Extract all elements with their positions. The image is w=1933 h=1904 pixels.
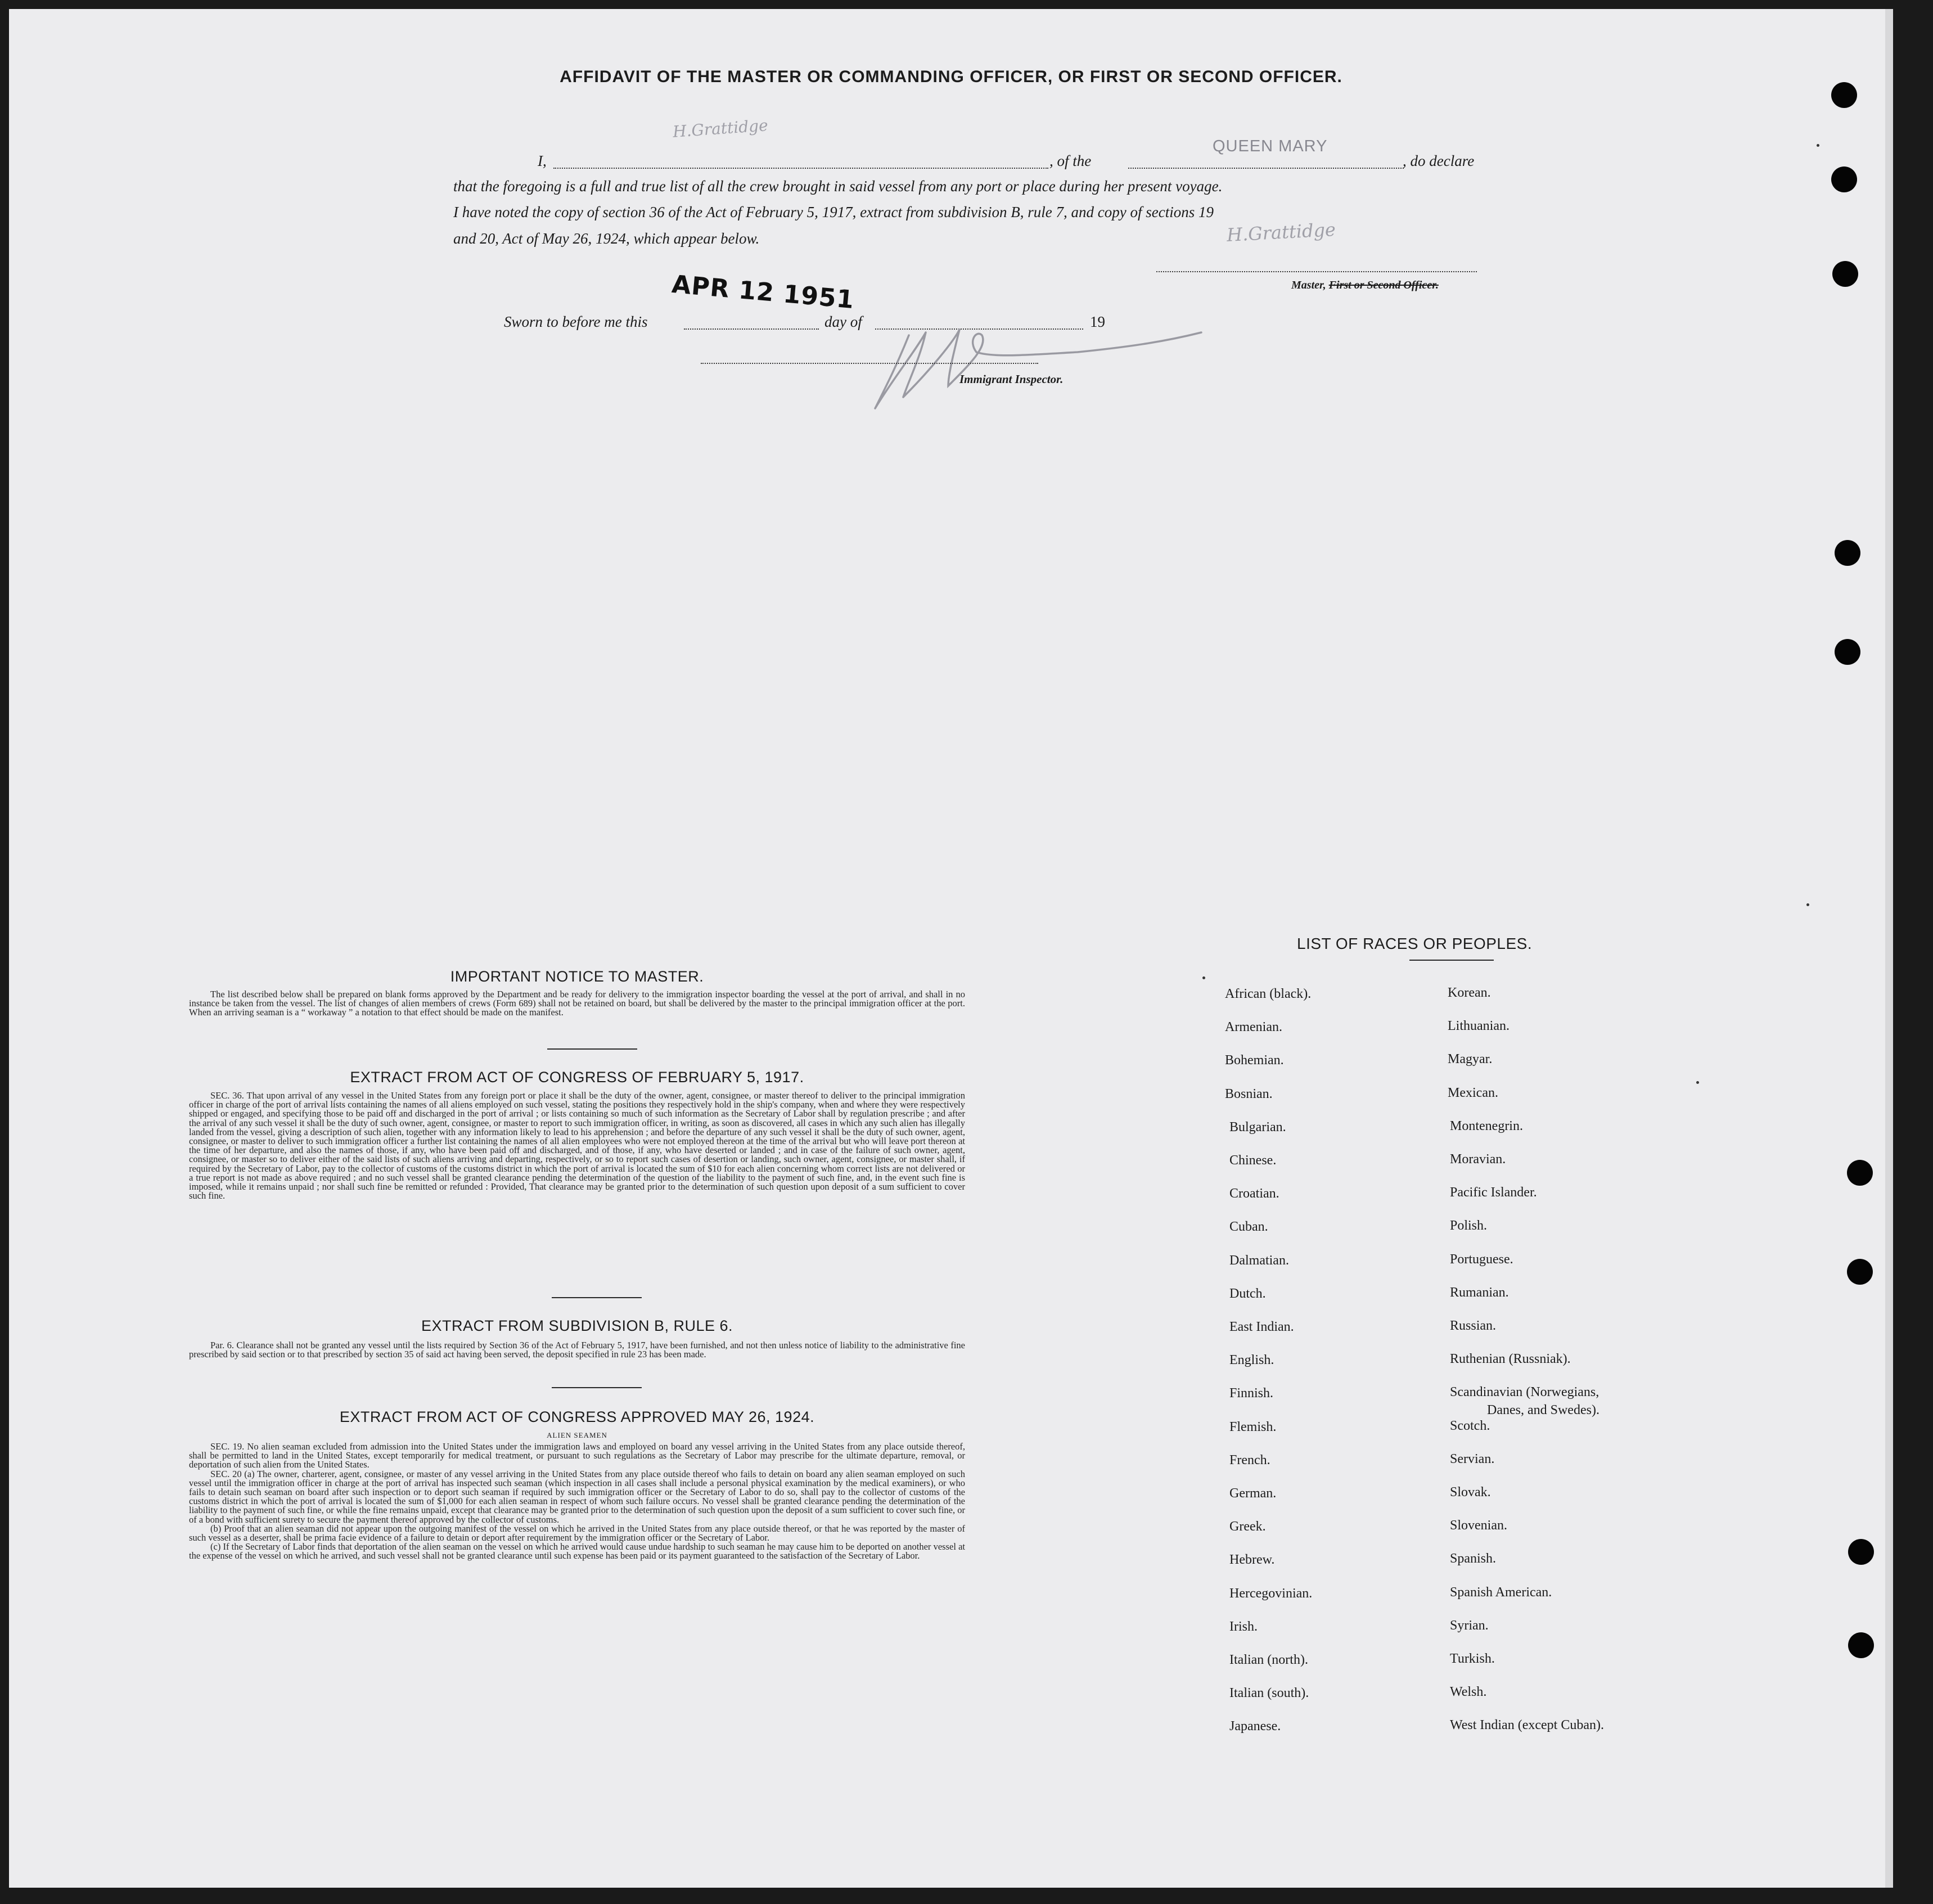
affidavit-line-4: and 20, Act of May 26, 1924, which appear below. [453, 230, 760, 247]
punch-hole [1848, 1632, 1874, 1658]
sec-20a-paragraph: SEC. 20 (a) The owner, charterer, agent, consignee, or master of any vessel arriving in the United States from any place outside thereof who fails to detain on board any alien seaman employed on such vessel until the immigration officer in charge at the port of arrival has inspected such seaman (which inspection in all cases shall include a personal physical examination by the medical examiners), or who fails to detain such seaman on board after such inspection or to deport such seaman if required by such immigration officer or the Secretary of Labor to do so, shall pay to the collector of customs of the customs district in which the port of arrival is located the sum of $1,000 for each alien seaman in respect of whom such failure occurs. No vessel shall be granted clearance pending the determination of the liability to the payment of such fine, or while the fine remains unpaid, except that clearance may be granted prior to the determination of such question upon the deposit of a sum sufficient to cover such fine, or of a bond with sufficient surety to secure the payment thereof approved by the collector of customs. [189, 1468, 965, 1525]
page-edge-shadow [1885, 9, 1893, 1888]
speck [1696, 1081, 1699, 1084]
punch-hole [1832, 261, 1858, 287]
race-item: Lithuanian. [1448, 1019, 1510, 1033]
section-36-paragraph: SEC. 36. That upon arrival of any vessel in the United States from any foreign port or place it shall be the duty of the owner, agent, consignee, or master thereof to deliver to the principal immigration officer in charge of the port of arrival lists containing the names of all aliens employed on such vessel, stating the positions they respectively hold in the ship's company, when and where they were respectively shipped or engaged, and specifying those to be paid off and discharged in the port of arrival ; or lists containing so much of such information as the Secretary of Labor shall by regulation prescribe ; and after the arrival of any such vessel it shall be the duty of such owner, agent, consignee, or master to report to such immigration officer, in writing, as soon as discovered, all cases in which any such alien has illegally landed from the vessel, giving a description of such alien, together with any information likely to lead to his apprehension ; and before the departure of any such vessel it shall be the duty of such owner, agent, consignee, or master to deliver to such immigration officer a further list containing the names of all alien employees who were not employed thereon at the time of the arrival but who will leave port thereon at the time of her departure, and also the names of those, if any, who have been paid off and discharged, and of those, if any, who have deserted or landed ; and in case of the failure of such owner, agent, consignee, or master so to deliver either of the said lists of such aliens arriving and departing, respectively, or so to report such cases of desertion or landing, such owner, agent, consignee, or master shall, if required by the Secretary of Labor, pay to the collector of customs of the customs district in which the port of arrival is located the sum of $10 for each alien concerning whom correct lists are not delivered or a true report is not made as above required ; and no such vessel shall be granted clearance pending the determination of the question of the liability to the payment of such fine, and, in the event such fine is imposed, while it remains unpaid ; nor shall such fine be remitted or refunded : Provided, That clearance may be granted prior to the determination of such question upon deposit of a sum sufficient to cover such fine. [189, 1090, 965, 1201]
race-item-continuation: Danes, and Swedes). [1487, 1403, 1599, 1417]
race-item: West Indian (except Cuban). [1450, 1718, 1604, 1732]
race-item: Dalmatian. [1229, 1253, 1289, 1268]
inspector-label: Immigrant Inspector. [959, 372, 1064, 386]
race-item: Spanish American. [1450, 1585, 1552, 1600]
sec-19-paragraph: SEC. 19. No alien seaman excluded from admission into the United States under the immigration laws and employed on board any vessel arriving in the United States from any place outside thereof, shall be permitted to land in the United States, except temporarily for medical treatment, or pursuant to such regulations as the Secretary of Labor may prescribe for the ultimate departure, removal, or deportation of such alien from the United States. [189, 1441, 965, 1470]
race-item: Slovenian. [1450, 1518, 1507, 1533]
race-item: English. [1229, 1353, 1274, 1367]
race-item: Scandinavian (Norwegians, [1450, 1385, 1599, 1399]
race-item: Ruthenian (Russniak). [1450, 1352, 1571, 1366]
sworn-label: Sworn to before me this [504, 313, 648, 330]
race-item: Bohemian. [1225, 1053, 1284, 1068]
master-signature: H.Grattidge [1226, 218, 1336, 246]
document-page [9, 9, 1893, 1888]
par-6-paragraph: Par. 6. Clearance shall not be granted any vessel until the lists required by Section 36 of the Act of February 5, 1917, have been furnished, and not then unless notice of liability to the administrative fine prescribed by said section or to that prescribed by section 35 of said act having been served, the deposit specified in rule 23 has been made. [189, 1340, 965, 1360]
race-item: Japanese. [1229, 1719, 1281, 1734]
extract-1917-title: EXTRACT FROM ACT OF CONGRESS OF FEBRUARY 5, 1917. [350, 1069, 804, 1086]
punch-hole [1847, 1259, 1873, 1285]
race-item: Syrian. [1450, 1618, 1489, 1633]
race-item: Servian. [1450, 1452, 1495, 1466]
struck-officer-label: First or Second Officer. [1328, 279, 1439, 291]
vessel-name: QUEEN MARY [1213, 137, 1328, 155]
punch-hole [1831, 82, 1857, 108]
affidavit-line-3: I have noted the copy of section 36 of the Act of February 5, 1917, extract from subdivision B, rule 7, and copy of sections 19 [453, 204, 1214, 220]
inspector-signature [841, 301, 1213, 414]
race-item: Russian. [1450, 1318, 1497, 1333]
race-item: Polish. [1450, 1218, 1488, 1233]
affidavit-i-label: I, [538, 152, 547, 169]
race-item: Pacific Islander. [1450, 1185, 1537, 1200]
race-item: Moravian. [1450, 1152, 1506, 1167]
race-item: Portuguese. [1450, 1252, 1513, 1267]
race-item: Hercegovinian. [1229, 1586, 1313, 1601]
race-item: Armenian. [1225, 1020, 1282, 1034]
race-item: African (black). [1225, 987, 1312, 1001]
race-item: Mexican. [1448, 1086, 1498, 1100]
extract-1917-text [189, 1091, 965, 1200]
race-item: Welsh. [1450, 1685, 1487, 1699]
vessel-fill-line [1128, 168, 1404, 169]
race-item: Italian (north). [1229, 1653, 1308, 1667]
affidavit-declare-label: , do declare [1403, 152, 1475, 169]
race-item: Magyar. [1448, 1052, 1493, 1066]
race-item: Greek. [1229, 1519, 1266, 1534]
race-item: East Indian. [1229, 1320, 1294, 1334]
affidavit-line-2: that the foregoing is a full and true list of all the crew brought in said vessel from any port or place during her present voyage. [453, 178, 1223, 195]
name-fill-line [553, 168, 1048, 169]
race-item: French. [1229, 1453, 1270, 1468]
year-prefix: 19 [1090, 313, 1105, 330]
race-item: Montenegrin. [1450, 1119, 1523, 1133]
divider [547, 1048, 637, 1050]
punch-hole [1835, 540, 1860, 566]
day-of-label: day of [824, 313, 862, 330]
speck [1202, 976, 1205, 979]
race-item: German. [1229, 1486, 1277, 1501]
race-item: Hebrew. [1229, 1552, 1275, 1567]
master-label: Master, [1291, 279, 1326, 291]
notice-title: IMPORTANT NOTICE TO MASTER. [450, 968, 704, 985]
affidavit-of-the-label: , of the [1049, 152, 1092, 169]
sec-20b-paragraph: (b) Proof that an alien seaman did not appear upon the outgoing manifest of the vessel on which he arrived in the United States from any place outside thereof, or that he was reported by the master of such vessel as a deserter, shall be prima facie evidence of a failure to detain or deport after requirement by the immigration officer or the Secretary of Labor. [189, 1523, 965, 1543]
race-item: Turkish. [1450, 1651, 1495, 1666]
race-item: Croatian. [1229, 1186, 1279, 1201]
speck [1806, 903, 1809, 906]
race-item: Spanish. [1450, 1551, 1497, 1566]
master-caption [1291, 279, 1439, 292]
inspector-line [701, 363, 1038, 364]
notice-text [189, 990, 965, 1018]
punch-hole [1848, 1539, 1874, 1565]
race-item: Cuban. [1229, 1219, 1268, 1234]
race-item: Chinese. [1229, 1153, 1277, 1168]
race-item: Irish. [1229, 1619, 1258, 1634]
divider [1409, 960, 1494, 961]
race-item: Slovak. [1450, 1485, 1491, 1500]
race-item: Korean. [1448, 985, 1491, 1000]
sec-20c-paragraph: (c) If the Secretary of Labor finds that deportation of the alien seaman on the vessel on which he arrived would cause undue hardship to such seaman he may cause him to be deported on another vessel at the expense of the vessel on which he arrived, and such vessel shall not be granted clearance until such expense has been paid or its payment guaranteed to the satisfaction of the Secretary of Labor. [189, 1541, 965, 1561]
handwritten-name: H.Grattidge [672, 116, 769, 141]
subdivision-b-title: EXTRACT FROM SUBDIVISION B, RULE 6. [421, 1317, 733, 1334]
extract-1924-title: EXTRACT FROM ACT OF CONGRESS APPROVED MAY 26, 1924. [339, 1408, 815, 1425]
race-item: Flemish. [1229, 1420, 1277, 1434]
race-item: Italian (south). [1229, 1686, 1309, 1700]
master-signature-line [1156, 271, 1477, 272]
divider [552, 1297, 642, 1298]
sworn-day-line [684, 328, 819, 330]
extract-1924-text [189, 1442, 965, 1561]
speck [1817, 144, 1819, 147]
punch-hole [1831, 166, 1857, 192]
race-item: Bosnian. [1225, 1087, 1273, 1101]
subdivision-b-text [189, 1341, 965, 1359]
race-item: Finnish. [1229, 1386, 1274, 1401]
alien-seamen-subhead: ALIEN SEAMEN [547, 1431, 607, 1439]
race-item: Dutch. [1229, 1286, 1266, 1301]
punch-hole [1847, 1160, 1873, 1186]
race-item: Bulgarian. [1229, 1120, 1286, 1135]
race-item: Rumanian. [1450, 1285, 1509, 1300]
date-stamp: APR 12 1951 [670, 269, 856, 315]
divider [552, 1387, 642, 1388]
races-title: LIST OF RACES OR PEOPLES. [1297, 935, 1533, 952]
punch-hole [1835, 639, 1860, 665]
race-item: Scotch. [1450, 1419, 1490, 1433]
affidavit-title: AFFIDAVIT OF THE MASTER OR COMMANDING OFFICER, OR FIRST OR SECOND OFFICER. [560, 67, 1342, 86]
notice-paragraph: The list described below shall be prepared on blank forms approved by the Department and be ready for delivery to the immigration inspector boarding the vessel at the port of arrival, and shall in no instance be taken from the vessel. The list of changes of alien members of crews (Form 689) shall not be retained on board, but shall be delivered by the master to the principal immigration officer at the port. When an arriving seaman is a “ workaway ” a notation to that effect should be made on the manifest. [189, 989, 965, 1018]
